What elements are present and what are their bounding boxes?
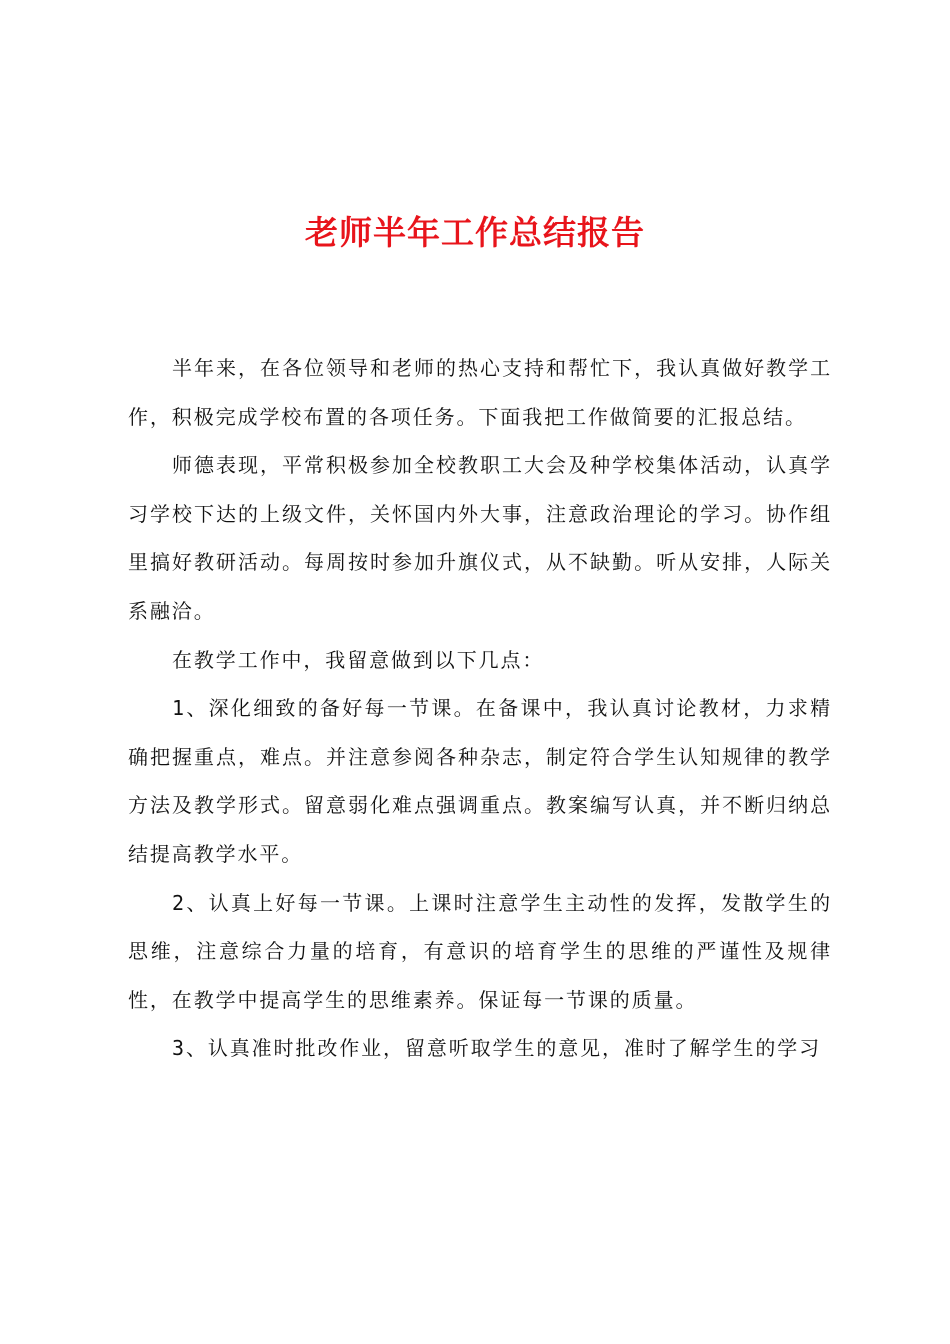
paragraph-point-1: 1、深化细致的备好每一节课。在备课中，我认真讨论教材，力求精确把握重点，难点。并注意参阅各种杂志，制定符合学生认知规律的教学方法及教学形式。留意弱化难点强调重点。教案编写认真，并不断归纳总结提高教学水平。: [128, 696, 832, 866]
paragraph-point-2: 2、认真上好每一节课。上课时注意学生主动性的发挥，发散学生的思维，注意综合力量的培育，有意识的培育学生的思维的严谨性及规律性，在教学中提高学生的思维素养。保证每一节课的质量。: [128, 890, 832, 1012]
paragraph-point-3: 3、认真准时批改作业，留意听取学生的意见，准时了解学生的学习: [172, 1036, 822, 1061]
paragraph-intro: 半年来，在各位领导和老师的热心支持和帮忙下，我认真做好教学工作，积极完成学校布置的各项任务。下面我把工作做简要的汇报总结。: [128, 356, 832, 429]
paragraph-teaching-intro: 在教学工作中，我留意做到以下几点：: [172, 647, 545, 672]
document-body: [128, 344, 832, 1073]
paragraph-ethics: 师德表现，平常积极参加全校教职工大会及种学校集体活动，认真学习学校下达的上级文件，关怀国内外大事，注意政治理论的学习。协作组里搞好教研活动。每周按时参加升旗仪式，从不缺勤。听从安排，人际关系融洽。: [128, 453, 832, 623]
document-title: 老师半年工作总结报告: [305, 213, 645, 252]
